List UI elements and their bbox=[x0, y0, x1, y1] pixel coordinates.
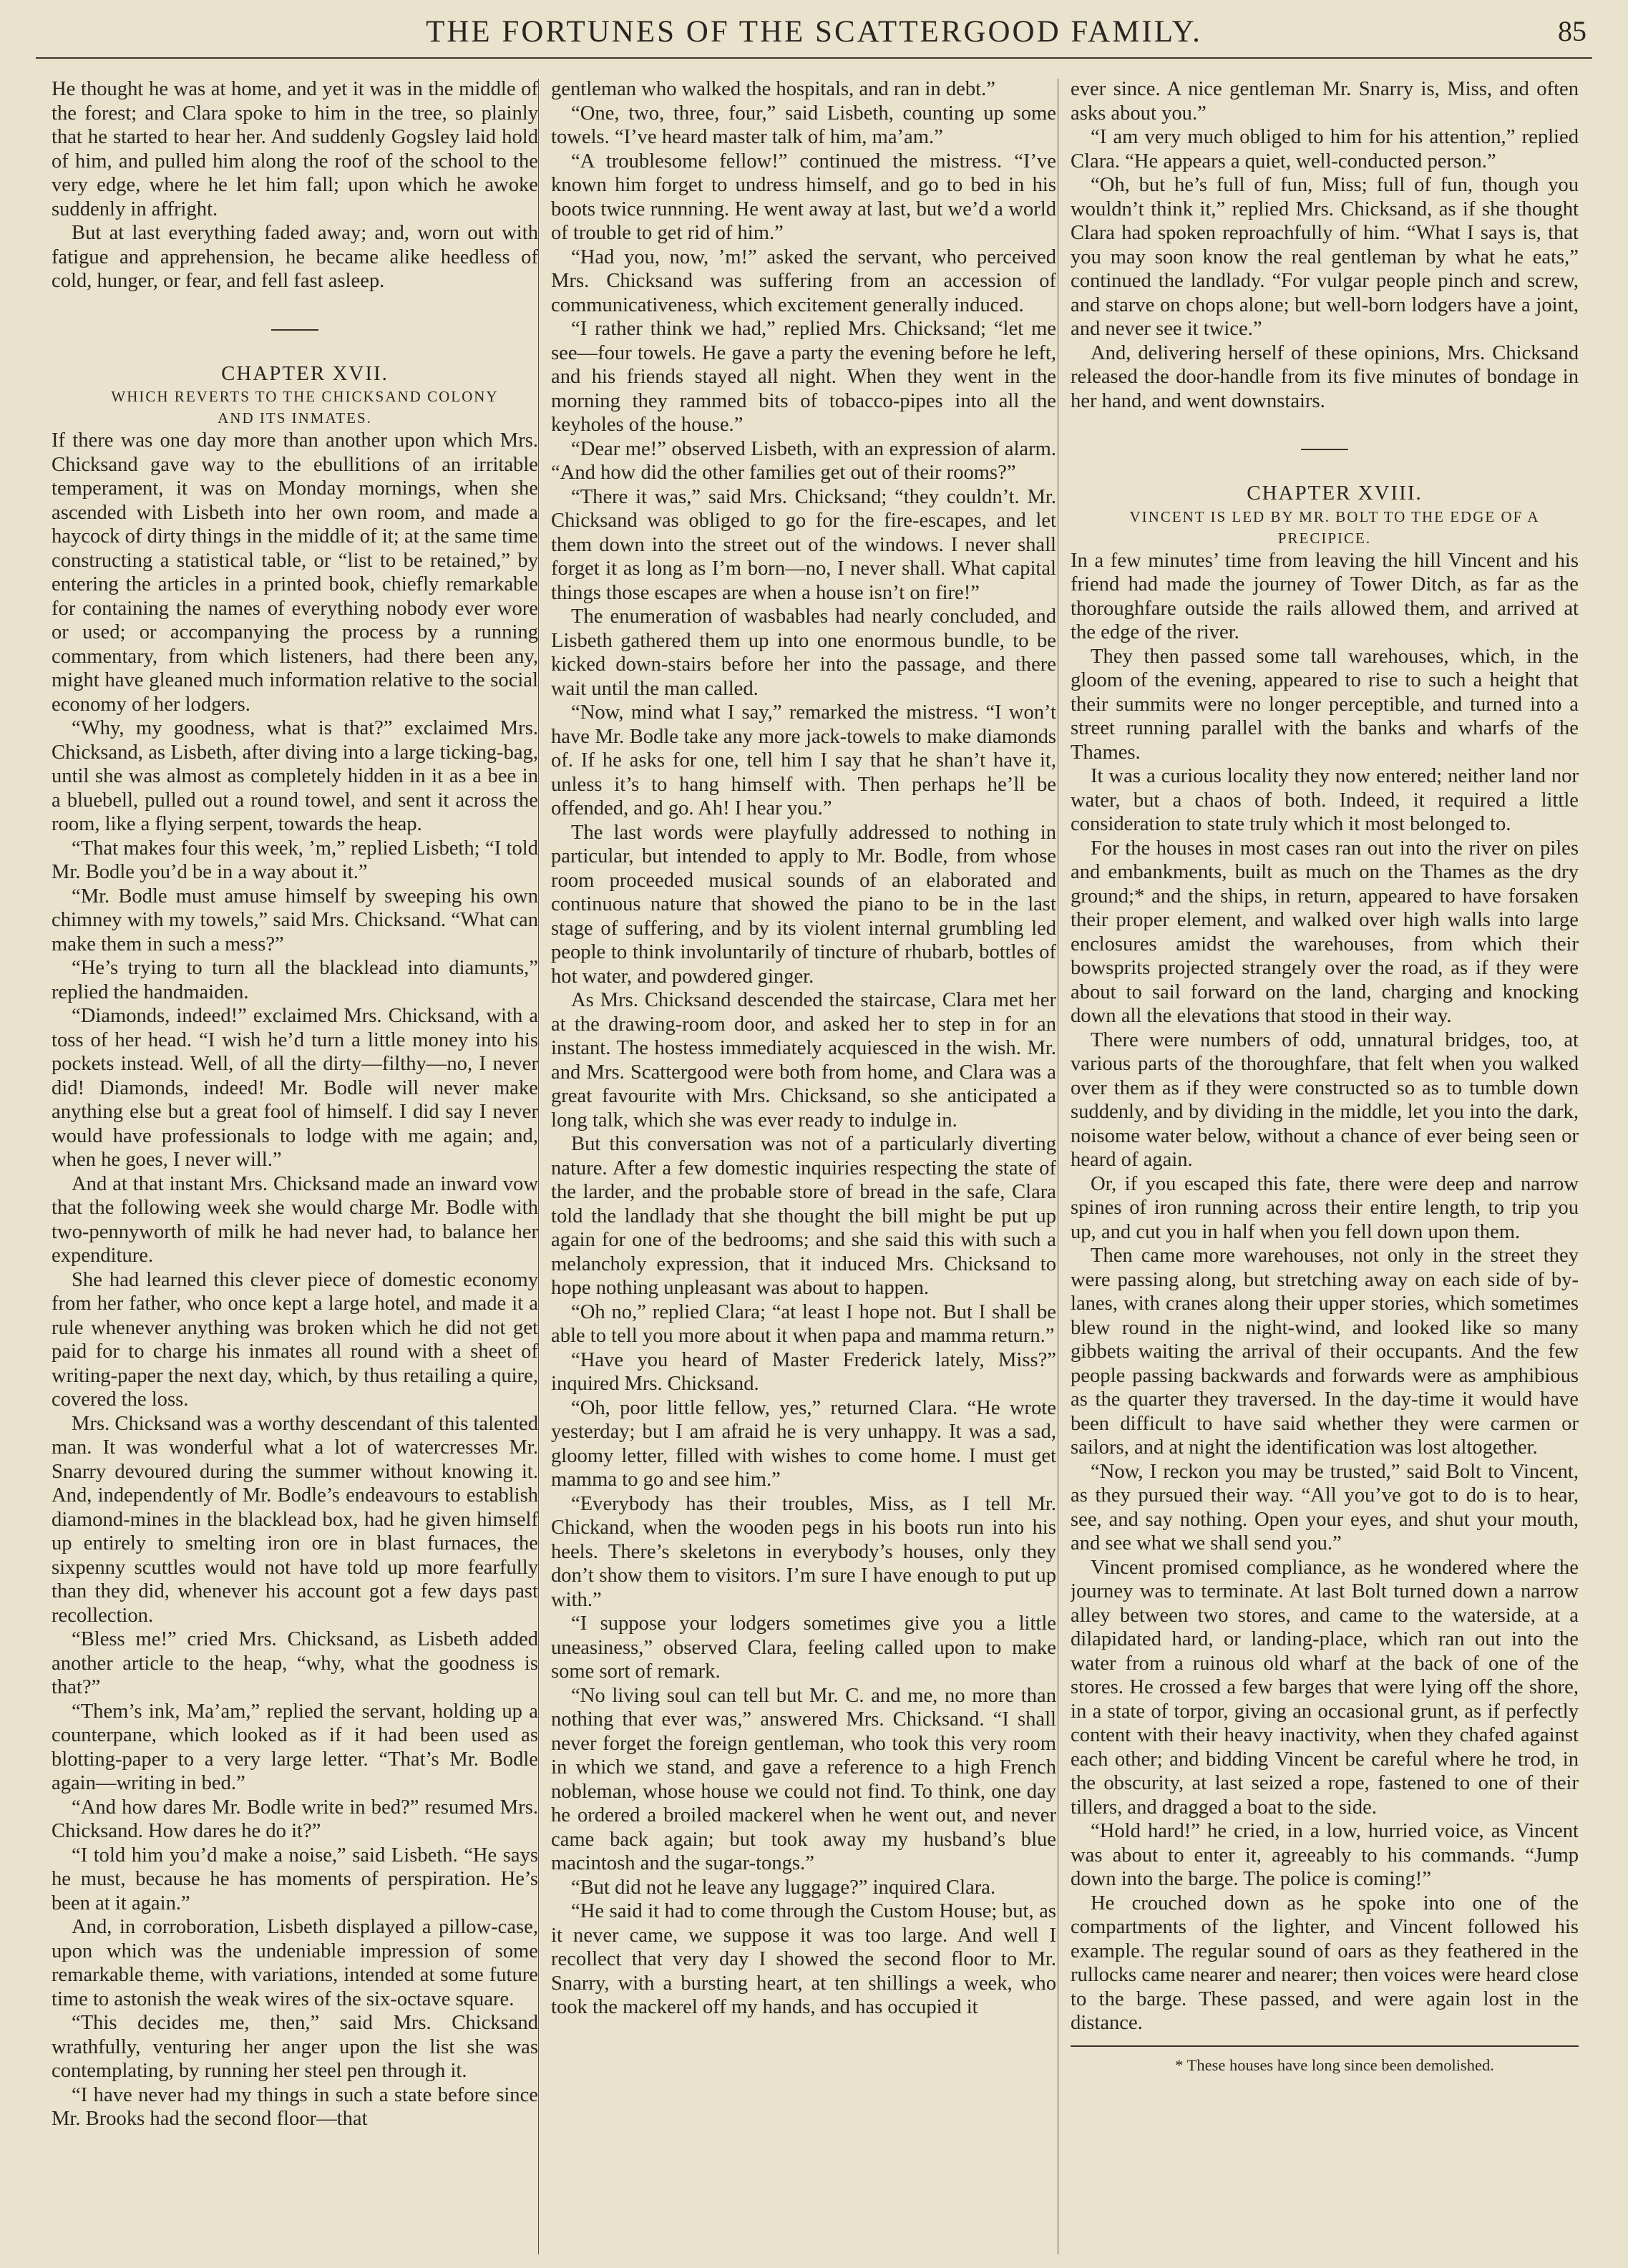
paragraph: And, in corroboration, Lisbeth displayed a pillow-case, upon which was the undeniable impression of some remarkable theme, with variations, intended at some future time to astonish the weak wires of the six-octave square. bbox=[52, 1916, 538, 2010]
paragraph: “Had you, now, ’m!” asked the servant, who perceived Mrs. Chicksand was suffering from an accession of communicativeness, which excitement generally induced. bbox=[551, 245, 1056, 316]
column-1 bbox=[52, 77, 538, 2253]
paragraph: For the houses in most cases ran out into the river on piles and embankments, built as much on the Thames as the dry ground;* and the ships, in return, appeared to have forsaken their proper element, and walked over high walls into large enclosures amidst the warehouses, from which their bowsprits projected strangely over the road, as if they were about to sail forward on the land, charging and knocking down all the elevations that stood in their way. bbox=[1071, 837, 1579, 1027]
paragraph: “Now, I reckon you may be trusted,” said Bolt to Vincent, as they pursued their way. “All you’ve got to do is to hear, see, and say nothing. Open your eyes, and shut your mouth, and see what we shall send you.” bbox=[1071, 1460, 1579, 1554]
column-rule-1 bbox=[538, 79, 539, 2254]
chapter-subtitle: WHICH REVERTS TO THE CHICKSAND COLONY AND ITS INMATES. bbox=[111, 388, 499, 427]
paragraph: “Mr. Bodle must amuse himself by sweeping his own chimney with my towels,” said Mrs. Chicksand. “What can make them in such a mess?” bbox=[52, 885, 538, 955]
column-2 bbox=[551, 77, 1056, 2253]
paragraph: Mrs. Chicksand was a worthy descendant of this talented man. It was wonderful what a lot of watercresses Mr. Snarry devoured during the summer without knowing it. And, independently of Mr. Bodle’s endeavours to establish diamond-mines in the blacklead box, had he given himself up entirely to smelting iron ore in blast furnaces, the sixpenny scuttles would not have told up more fearfully than they did, whenever his account got a few days past recollection. bbox=[52, 1412, 538, 1627]
page-number: 85 bbox=[1558, 15, 1586, 47]
paragraph: She had learned this clever piece of domestic economy from her father, who once kept a large hotel, and made it a rule whenever anything was broken which he did not get paid for to charge his inmates all round with a sheet of writing-paper the next day, which, by thus retailing a quire, covered the loss. bbox=[52, 1268, 538, 1411]
paragraph: “He’s trying to turn all the blacklead into diamunts,” replied the handmaiden. bbox=[52, 957, 538, 1003]
chapter-title: CHAPTER XVIII. bbox=[1247, 482, 1423, 505]
paragraph: “Everybody has their troubles, Miss, as I tell Mr. Chickand, when the wooden pegs in his boots run into his heels. There’s skeletons in everybody’s houses, only they don’t show them to visitors. I’m sure I have enough to put up with.” bbox=[551, 1492, 1056, 1611]
paragraph: Or, if you escaped this fate, there were deep and narrow spines of iron running across their entire length, to trip you up, and cut you in half when you fell down upon them. bbox=[1071, 1172, 1579, 1243]
paragraph: Vincent promised compliance, as he wondered where the journey was to terminate. At last Bolt turned down a narrow alley between two stores, and came to the waterside, at a dilapidated hard, or landing-place, which ran out into the water from a ruinous old wharf at the back of one of the stores. He crossed a few barges that were lying off the shore, in a state of torpor, giving an occasional grunt, as if perfectly content with their heavy inactivity, when they chafed against each other; and bidding Vincent be careful where he trod, in the obscurity, at last seized a rope, fastened to one of their tillers, and dragged a boat to the side. bbox=[1071, 1556, 1579, 1819]
footnote-divider bbox=[1071, 2045, 1579, 2047]
paragraph: If there was one day more than another upon which Mrs. Chicksand gave way to the ebullitions of an irritable temperament, it was on Monday mornings, when she ascended with Lisbeth into her own room, and made a haycock of dirty things in the middle of it; at the same time constructing a statistical table, or “list to be retained,” by entering the articles in a printed book, chiefly remarkable for containing the names of everything nobody ever wore or used; or accompanying the process by a running commentary, from which listeners, had there been any, might have gleaned much information relative to the social economy of her lodgers. bbox=[52, 429, 538, 716]
section-divider bbox=[1301, 449, 1348, 450]
column-3 bbox=[1071, 77, 1579, 2253]
paragraph: “Oh, but he’s full of fun, Miss; full of fun, though you wouldn’t think it,” replied Mrs. Chicksand, as if she thought Clara had spoken reproachfully of him. “What I says is, that you may soon know the real gentleman by what he eats,” continued the landlady. “For vulgar people pinch and screw, and starve on chops alone; but well-born lodgers have a joint, and never see it twice.” bbox=[1071, 174, 1579, 340]
paragraph: gentleman who walked the hospitals, and ran in debt.” bbox=[551, 78, 995, 100]
paragraph: “Hold hard!” he cried, in a low, hurried voice, as Vincent was about to enter it, agreeably to his commands. “Jump down into the barge. The police is coming!” bbox=[1071, 1820, 1579, 1890]
paragraph: Then came more warehouses, not only in the street they were passing along, but stretching away on each side of by-lanes, with cranes along their upper stories, which sometimes blew round in the night-wind, and looked like so many gibbets waiting the arrival of their occupants. And the few people passing backwards and forwards were as amphibious as the quarter they traversed. In the day-time it would have been difficult to have said whether they were carmen or sailors, and at night the identification was lost altogether. bbox=[1071, 1245, 1579, 1459]
paragraph: “Why, my goodness, what is that?” exclaimed Mrs. Chicksand, as Lisbeth, after diving into a large ticking-bag, until she was almost as completely hidden in it as a bee in a bluebell, pulled out a round towel, and sent it across the room, like a flying serpent, towards the heap. bbox=[52, 717, 538, 835]
paragraph: “I suppose your lodgers sometimes give you a little uneasiness,” observed Clara, feeling called upon to make some sort of remark. bbox=[551, 1612, 1056, 1683]
paragraph: ever since. A nice gentleman Mr. Snarry is, Miss, and often asks about you.” bbox=[1071, 78, 1579, 125]
paragraph: “No living soul can tell but Mr. C. and me, no more than nothing that ever was,” answered Mrs. Chicksand. “I shall never forget the foreign gentleman, who took this very room in which we stand, and gave a reference to a high French nobleman, whose house we could not find. To think, one day he ordered a broiled mackerel when he went out, and never came back again; but took away my husband’s blue macintosh and the sugar-tongs.” bbox=[551, 1684, 1056, 1874]
paragraph: “But did not he leave any luggage?” inquired Clara. bbox=[571, 1876, 996, 1899]
paragraph: “There it was,” said Mrs. Chicksand; “they couldn’t. Mr. Chicksand was obliged to go for the fire-escapes, and let them down into the street out of the windows. I never shall forget it as long as I’m born—no, I never shall. What capital things those escapes are when a house isn’t on fire!” bbox=[551, 485, 1056, 604]
paragraph: “I told him you’d make a noise,” said Lisbeth. “He says he must, because he has moments of perspiration. He’s been at it again.” bbox=[52, 1844, 538, 1914]
page-header bbox=[36, 10, 1592, 59]
paragraph: “Now, mind what I say,” remarked the mistress. “I won’t have Mr. Bodle take any more jack-towels to make diamonds of. If he asks for one, tell him I say that he shan’t have it, unless it’s to hang himself with. Then perhaps he’ll be offended, and go. Ah! I hear you.” bbox=[551, 701, 1056, 819]
paragraph: “A troublesome fellow!” continued the mistress. “I’ve known him forget to undress himself, and go to bed in his boots twice runnning. He went away at last, but we’d a world of trouble to get rid of him.” bbox=[551, 150, 1056, 244]
paragraph: “And how dares Mr. Bodle write in bed?” resumed Mrs. Chicksand. How dares he do it?” bbox=[52, 1796, 538, 1842]
paragraph: “Oh no,” replied Clara; “at least I hope not. But I shall be able to tell you more about it when papa and mamma return.” bbox=[551, 1300, 1056, 1347]
paragraph: It was a curious locality they now entered; neither land nor water, but a chaos of both. Indeed, it required a little consideration to state truly which it most belonged to. bbox=[1071, 765, 1579, 835]
chapter-title: CHAPTER XVII. bbox=[221, 361, 389, 385]
paragraph: “Have you heard of Master Frederick lately, Miss?” inquired Mrs. Chicksand. bbox=[551, 1348, 1056, 1395]
chapter-subtitle: VINCENT IS LED BY MR. BOLT TO THE EDGE OF A PRECIPICE. bbox=[1129, 507, 1540, 547]
paragraph: But at last everything faded away; and, worn out with fatigue and apprehension, he became alike heedless of cold, hunger, or fear, and fell fast asleep. bbox=[52, 222, 538, 292]
paragraph: And at that instant Mrs. Chicksand made an inward vow that the following week she would charge Mr. Bodle with two-pennyworth of milk he had never had, to balance her expenditure. bbox=[52, 1172, 538, 1267]
paragraph: “I rather think we had,” replied Mrs. Chicksand; “let me see—four towels. He gave a party the evening before he left, and his friends stayed all night. When they went in the morning they rammed bits of tobacco-pipes into all the keyholes of the house.” bbox=[551, 318, 1056, 436]
paragraph: “Diamonds, indeed!” exclaimed Mrs. Chicksand, with a toss of her head. “I wish he’d turn a little money into his pockets instead. Well, of all the dirty—filthy—no, I never did! Diamonds, indeed! Mr. Bodle will never make anything else but a great fool of himself. I did say I never would have professionals to lodge with me again; and, when he goes, I never will.” bbox=[52, 1005, 538, 1171]
paragraph: He thought he was at home, and yet it was in the middle of the forest; and Clara spoke to him in the tree, so plainly that he started to hear her. And suddenly Gogsley laid hold of him, and pulled him along the roof of the school to the very edge, where he let him fall; upon which he awoke suddenly in affright. bbox=[52, 78, 538, 220]
paragraph: “I have never had my things in such a state before since Mr. Brooks had the second floor—that bbox=[52, 2083, 538, 2130]
running-title: THE FORTUNES OF THE SCATTERGOOD FAMILY. bbox=[426, 15, 1202, 49]
paragraph: The last words were playfully addressed to nothing in particular, but intended to apply to Mr. Bodle, from whose room proceeded musical sounds of an elaborated and continuous nature that showed the piano to be in the last stage of suffering, and by its violent internal grumbling led people to think involuntarily of tincture of rhubarb, bottles of hot water, and powdered ginger. bbox=[551, 821, 1056, 988]
paragraph: “Dear me!” observed Lisbeth, with an expression of alarm. “And how did the other families get out of their rooms?” bbox=[551, 437, 1056, 484]
paragraph: But this conversation was not of a particularly diverting nature. After a few domestic inquiries respecting the state of the larder, and the probable store of bread in the safe, Clara told the landlady that she thought the bill might be put up again for one of the bedrooms; and she said this with such a melancholy expression, that it induced Mrs. Chicksand to hope nothing unpleasant was about to happen. bbox=[551, 1133, 1056, 1299]
paragraph: “He said it had to come through the Custom House; but, as it never came, we suppose it was too large. And well I recollect that very day I showed the second floor to Mr. Snarry, with a bursting heart, at ten shillings a week, who took the mackerel off my hands, and has occupied it bbox=[551, 1900, 1056, 2018]
paragraph: “That makes four this week, ’m,” replied Lisbeth; “I told Mr. Bodle you’d be in a way about it.” bbox=[52, 837, 538, 883]
paragraph: The enumeration of wasbables had nearly concluded, and Lisbeth gathered them up into one enormous bundle, to be kicked down-stairs before her into the passage, and there wait until the man called. bbox=[551, 605, 1056, 700]
section-divider bbox=[271, 329, 318, 331]
paragraph: “Them’s ink, Ma’am,” replied the servant, holding up a counterpane, which looked as if it had been used as blotting-paper to a very large letter. “That’s Mr. Bodle again—writing in bed.” bbox=[52, 1700, 538, 1794]
paragraph: He crouched down as he spoke into one of the compartments of the lighter, and Vincent followed his example. The regular sound of oars as they feathered in the rullocks came nearer and nearer; then voices were heard close to the barge. These passed, and were again lost in the distance. bbox=[1071, 1892, 1579, 2034]
paragraph: In a few minutes’ time from leaving the hill Vincent and his friend had made the journey of Tower Ditch, as far as the thoroughfare outside the rails allowed them, and arrived at the edge of the river. bbox=[1071, 549, 1579, 643]
paragraph: “One, two, three, four,” said Lisbeth, counting up some towels. “I’ve heard master talk of him, ma’am.” bbox=[551, 102, 1056, 148]
paragraph: “Oh, poor little fellow, yes,” returned Clara. “He wrote yesterday; but I am afraid he is very unhappy. It was a sad, gloomy letter, filled with wishes to come home. I must get mamma to go and see him.” bbox=[551, 1396, 1056, 1491]
paragraph: “This decides me, then,” said Mrs. Chicksand wrathfully, venturing her anger upon the list she was contemplating, by running her steel pen through it. bbox=[52, 2012, 538, 2082]
footnote: * These houses have long since been demolished. bbox=[1175, 2055, 1494, 2074]
paragraph: And, delivering herself of these opinions, Mrs. Chicksand released the door-handle from its five minutes of bondage in her hand, and went downstairs. bbox=[1071, 341, 1579, 412]
paragraph: As Mrs. Chicksand descended the staircase, Clara met her at the drawing-room door, and asked her to step in for an instant. The hostess immediately acquiesced in the wish. Mr. and Mrs. Scattergood were both from home, and Clara was a great favourite with Mrs. Chicksand, so she anticipated a long talk, which she was ever ready to indulge in. bbox=[551, 989, 1056, 1131]
paragraph: They then passed some tall warehouses, which, in the gloom of the evening, appeared to rise to such a height that their summits were no longer perceptible, and turned into a street running parallel with the banks and wharfs of the Thames. bbox=[1071, 645, 1579, 764]
paragraph: “Bless me!” cried Mrs. Chicksand, as Lisbeth added another article to the heap, “why, what the goodness is that?” bbox=[52, 1628, 538, 1698]
paragraph: “I am very much obliged to him for his attention,” replied Clara. “He appears a quiet, well-conducted person.” bbox=[1071, 126, 1579, 172]
paragraph: There were numbers of odd, unnatural bridges, too, at various parts of the thoroughfare, that felt when you walked over them as if they were constructed so as to tumble down suddenly, and by dividing in the middle, let you into the dark, noisome water below, without a chance of ever being seen or heard of again. bbox=[1071, 1028, 1579, 1171]
